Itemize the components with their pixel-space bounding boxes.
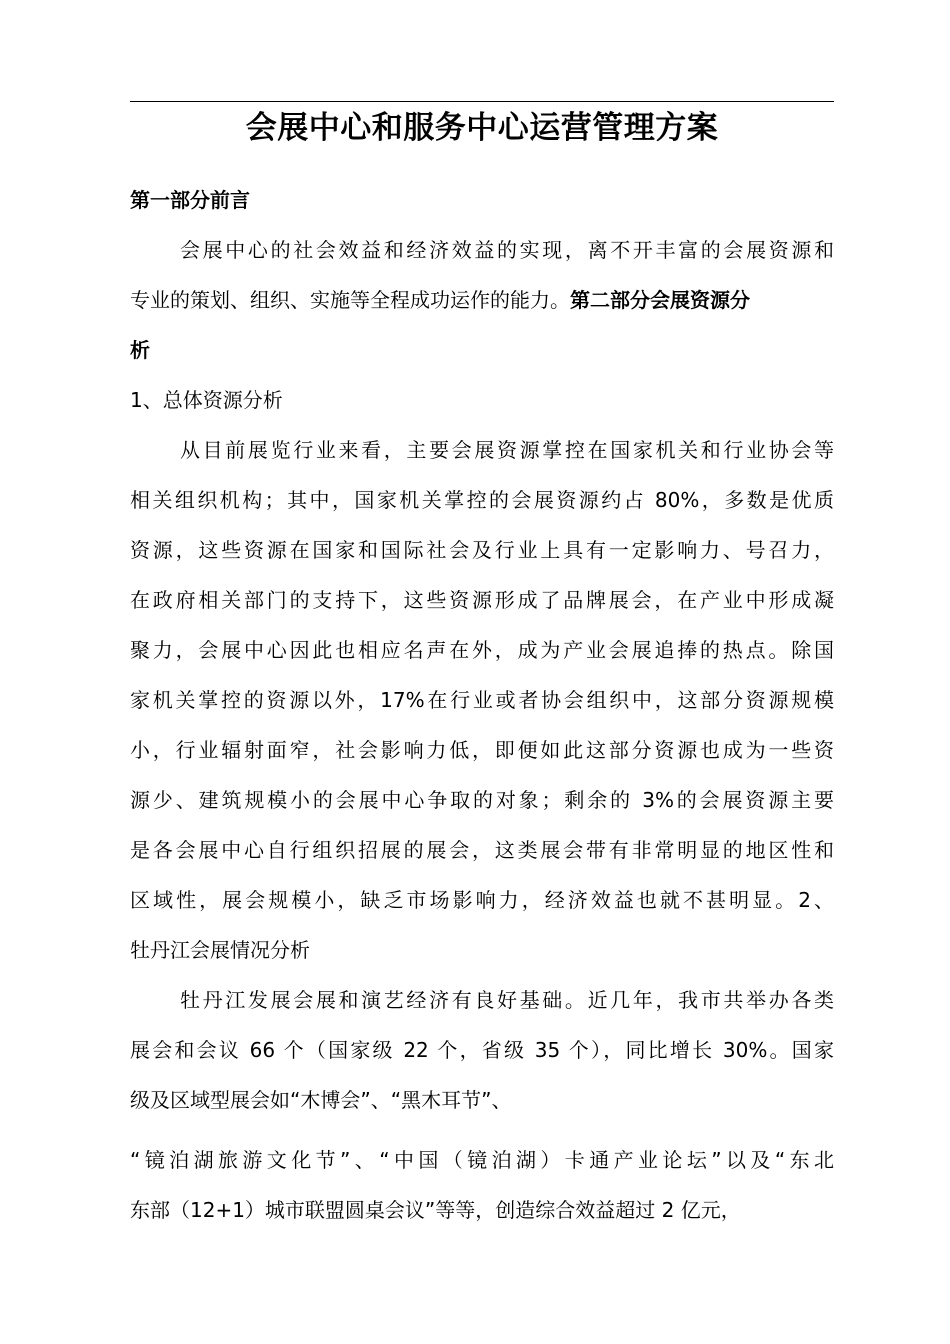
section-heading-preface: 第一部分前言 — [130, 188, 250, 212]
paragraph-line: 区域性，展会规模小，缺乏市场影响力，经济效益也就不甚明显。2、 — [130, 888, 834, 912]
paragraph-line: 会展中心的社会效益和经济效益的实现，离不开丰富的会展资源和 — [180, 238, 834, 262]
paragraph-line: 在政府相关部门的支持下，这些资源形成了品牌展会，在产业中形成凝 — [130, 588, 834, 612]
paragraph-line: 小，行业辐射面窄，社会影响力低，即便如此这部分资源也成为一些资 — [130, 738, 834, 762]
subheading-overall-analysis: 1、总体资源分析 — [130, 388, 283, 412]
paragraph-line: 资源，这些资源在国家和国际社会及行业上具有一定影响力、号召力， — [130, 538, 834, 562]
section-heading-resources-cont: 析 — [130, 338, 150, 362]
header-rule — [130, 101, 834, 102]
section-heading-resources: 第二部分会展资源分 — [570, 288, 750, 312]
paragraph-line: 从目前展览行业来看，主要会展资源掌控在国家机关和行业协会等 — [180, 438, 834, 462]
paragraph-text: 专业的策划、组织、实施等全程成功运作的能力。 — [130, 288, 570, 312]
paragraph-line: 是各会展中心自行组织招展的展会，这类展会带有非常明显的地区性和 — [130, 838, 834, 862]
paragraph-line: 级及区域型展会如“木博会”、“黑木耳节”、 — [130, 1088, 512, 1112]
paragraph-line: 相关组织机构；其中，国家机关掌控的会展资源约占 80%，多数是优质 — [130, 488, 834, 512]
paragraph-line: 源少、建筑规模小的会展中心争取的对象；剩余的 3%的会展资源主要 — [130, 788, 834, 812]
paragraph-line: 家机关掌控的资源以外，17%在行业或者协会组织中，这部分资源规模 — [130, 688, 834, 712]
paragraph-line: 聚力，会展中心因此也相应名声在外，成为产业会展追捧的热点。除国 — [130, 638, 834, 662]
paragraph-line: “镜泊湖旅游文化节”、“中国（镜泊湖）卡通产业论坛”以及“东北 — [130, 1148, 834, 1172]
subheading-mudanjiang-analysis: 牡丹江会展情况分析 — [130, 938, 310, 962]
paragraph-line: 东部（12+1）城市联盟圆桌会议”等等，创造综合效益超过 2 亿元， — [130, 1198, 741, 1222]
paragraph-line — [130, 285, 834, 315]
paragraph-line: 牡丹江发展会展和演艺经济有良好基础。近几年，我市共举办各类 — [180, 988, 834, 1012]
paragraph-line: 展会和会议 66 个（国家级 22 个，省级 35 个），同比增长 30%。国家 — [130, 1038, 834, 1062]
document-title: 会展中心和服务中心运营管理方案 — [245, 110, 719, 146]
